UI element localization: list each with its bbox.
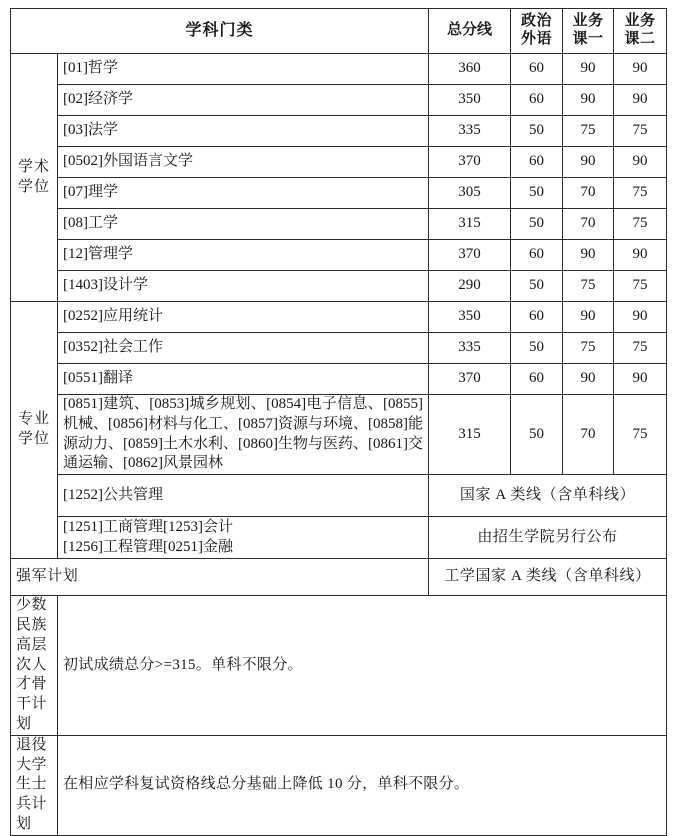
mba-group-line2: [1256]工程管理[0251]金融	[63, 538, 233, 555]
business-one-score: 75	[563, 333, 614, 364]
header-politics-foreign	[511, 9, 563, 54]
business-two-score: 75	[614, 116, 667, 147]
business-one-score: 70	[563, 209, 614, 240]
politics-score: 50	[511, 333, 563, 364]
subject-name: [0352]社会工作	[58, 333, 429, 364]
business-two-score: 90	[614, 85, 667, 116]
header-politics-line1: 政治	[521, 13, 553, 30]
subject-name-engineering-list: [0851]建筑、[0853]城乡规划、[0854]电子信息、[0855]机械、[0856]材料与化工、[0857]资源与环境、[0858]能源动力、[0859]土木水利、[0860]生物与医药、[0861]交通运输、[0862]风景园林	[58, 395, 429, 475]
politics-score: 60	[511, 364, 563, 395]
subject-name: [0551]翻译	[58, 364, 429, 395]
plan-label-veteran: 退役大学生士兵计划	[11, 735, 58, 835]
header-business-two-line2: 课二	[624, 31, 656, 47]
mba-group-line1: [1251]工商管理[1253]会计	[63, 518, 233, 535]
subject-name: [02]经济学	[58, 85, 429, 116]
subject-name: [07]理学	[58, 178, 429, 209]
plan-label-minority: 少数民族高层次人才骨干计划	[11, 596, 58, 736]
table-row-mba-group	[11, 517, 667, 559]
professional-label-line2: 学位	[17, 431, 50, 448]
total-score: 360	[429, 54, 511, 85]
politics-score: 50	[511, 271, 563, 302]
politics-score: 60	[511, 147, 563, 178]
table-row	[11, 147, 667, 178]
table-row-engineering	[11, 395, 667, 475]
header-business-one-line1: 业务	[572, 13, 604, 30]
politics-score: 50	[511, 116, 563, 147]
total-score: 335	[429, 116, 511, 147]
business-two-score: 75	[614, 271, 667, 302]
table-row	[11, 302, 667, 333]
header-business-two	[614, 9, 667, 54]
politics-score: 60	[511, 302, 563, 333]
business-two-score: 90	[614, 54, 667, 85]
politics-score: 60	[511, 85, 563, 116]
subject-name-mba-group	[58, 517, 429, 559]
header-subject-category: 学科门类	[11, 9, 429, 54]
subject-name: [0252]应用统计	[58, 302, 429, 333]
table-row	[11, 271, 667, 302]
professional-label-line1: 专业	[17, 411, 50, 428]
total-score: 290	[429, 271, 511, 302]
table-row	[11, 116, 667, 147]
total-score: 370	[429, 364, 511, 395]
business-two-score: 90	[614, 302, 667, 333]
academic-label-line1: 学术	[17, 158, 50, 175]
politics-score: 60	[511, 240, 563, 271]
total-score: 370	[429, 240, 511, 271]
subject-name: [1252]公共管理	[58, 475, 429, 517]
politics-score: 50	[511, 178, 563, 209]
business-two-score: 75	[614, 178, 667, 209]
plan-label-military: 强军计划	[11, 559, 429, 596]
subject-name: [03]法学	[58, 116, 429, 147]
admission-score-table	[10, 8, 667, 836]
header-business-two-line1: 业务	[624, 13, 656, 30]
total-score: 350	[429, 85, 511, 116]
degree-group-label-academic	[11, 54, 58, 302]
table-row	[11, 209, 667, 240]
total-score: 315	[429, 209, 511, 240]
business-two-score: 75	[614, 333, 667, 364]
business-two-score: 75	[614, 209, 667, 240]
score-note-national-a-line: 国家 A 类线（含单科线）	[429, 475, 667, 517]
business-one-score: 90	[563, 364, 614, 395]
table-row-veteran-plan	[11, 735, 667, 835]
business-one-score: 75	[563, 271, 614, 302]
header-total-score-line: 总分线	[429, 9, 511, 54]
total-score: 315	[429, 395, 511, 475]
table-row-public-admin	[11, 475, 667, 517]
business-one-score: 90	[563, 302, 614, 333]
business-one-score: 90	[563, 85, 614, 116]
politics-score: 60	[511, 54, 563, 85]
business-one-score: 75	[563, 116, 614, 147]
table-row	[11, 54, 667, 85]
business-two-score: 90	[614, 364, 667, 395]
politics-score: 50	[511, 209, 563, 240]
table-row	[11, 178, 667, 209]
plan-value-veteran: 在相应学科复试资格线总分基础上降低 10 分，单科不限分。	[58, 735, 667, 835]
plan-value-minority: 初试成绩总分>=315。单科不限分。	[58, 596, 667, 736]
academic-label-line2: 学位	[17, 178, 50, 195]
business-one-score: 70	[563, 178, 614, 209]
total-score: 370	[429, 147, 511, 178]
business-two-score: 90	[614, 147, 667, 178]
subject-name: [0502]外国语言文学	[58, 147, 429, 178]
total-score: 350	[429, 302, 511, 333]
degree-group-label-professional	[11, 302, 58, 559]
politics-score: 50	[511, 395, 563, 475]
business-one-score: 90	[563, 240, 614, 271]
table-row-minority-plan	[11, 596, 667, 736]
table-row	[11, 364, 667, 395]
total-score: 305	[429, 178, 511, 209]
table-row	[11, 333, 667, 364]
business-one-score: 90	[563, 54, 614, 85]
total-score: 335	[429, 333, 511, 364]
table-row	[11, 85, 667, 116]
business-one-score: 90	[563, 147, 614, 178]
subject-name: [08]工学	[58, 209, 429, 240]
header-business-one	[563, 9, 614, 54]
table-row	[11, 240, 667, 271]
plan-value-military: 工学国家 A 类线（含单科线）	[429, 559, 667, 596]
business-two-score: 75	[614, 395, 667, 475]
business-two-score: 90	[614, 240, 667, 271]
subject-name: [01]哲学	[58, 54, 429, 85]
subject-name: [12]管理学	[58, 240, 429, 271]
subject-name: [1403]设计学	[58, 271, 429, 302]
score-note-announced-separately: 由招生学院另行公布	[429, 517, 667, 559]
header-business-one-line2: 课一	[572, 31, 604, 47]
header-politics-line2: 外语	[521, 31, 553, 47]
table-row-military-plan	[11, 559, 667, 596]
business-one-score: 70	[563, 395, 614, 475]
table-header-row	[11, 9, 667, 54]
